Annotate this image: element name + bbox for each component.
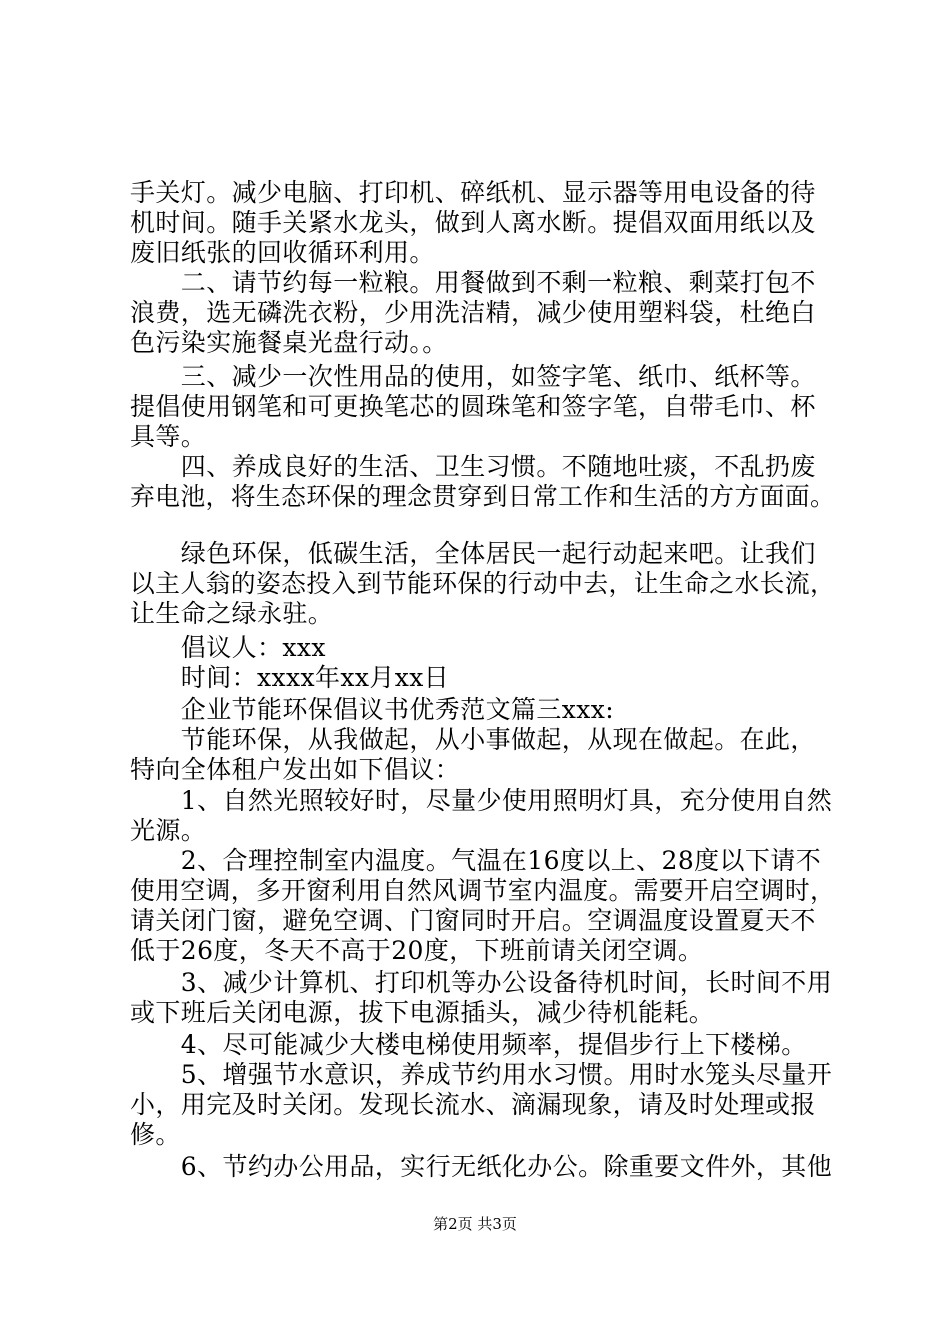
text-line: 手关灯。减少电脑、打印机、碎纸机、显示器等用电设备的待 — [130, 178, 816, 207]
text-line: 修。 — [130, 1120, 181, 1149]
text-line: 节能环保，从我做起，从小事做起，从现在做起。在此， — [130, 725, 816, 754]
text-line: 企业节能环保倡议书优秀范文篇三xxx: — [130, 695, 615, 724]
text-line: 光源。 — [130, 816, 207, 845]
text-line: 浪费，选无磷洗衣粉，少用洗洁精，减少使用塑料袋，杜绝白 — [130, 298, 816, 327]
text-line: 时间：xxxx年xx月xx日 — [130, 663, 450, 692]
text-line: 小，用完及时关闭。发现长流水、滴漏现象，请及时处理或报 — [130, 1090, 816, 1119]
text-line: 6、节约办公用品，实行无纸化办公。除重要文件外，其他 — [130, 1152, 833, 1181]
text-line: 5、增强节水意识，养成节约用水习惯。用时水笼头尽量开 — [130, 1060, 833, 1089]
text-line: 或下班后关闭电源，拔下电源插头，减少待机能耗。 — [130, 998, 715, 1027]
text-line: 弃电池，将生态环保的理念贯穿到日常工作和生活的方方面面。 — [130, 482, 836, 511]
text-line: 二、请节约每一粒粮。用餐做到不剩一粒粮、剩菜打包不 — [130, 268, 816, 297]
text-line: 2、合理控制室内温度。气温在16度以上、28度以下请不 — [130, 846, 822, 875]
text-line: 特向全体租户发出如下倡议： — [130, 755, 461, 784]
text-line: 使用空调，多开窗利用自然风调节室内温度。需要开启空调时， — [130, 876, 836, 905]
text-line: 让生命之绿永驻。 — [130, 599, 334, 628]
text-line: 以主人翁的姿态投入到节能环保的行动中去，让生命之水长流， — [130, 569, 836, 598]
text-line: 3、减少计算机、打印机等办公设备待机时间，长时间不用 — [130, 968, 833, 997]
text-line: 三、减少一次性用品的使用，如签字笔、纸巾、纸杯等。 — [130, 362, 816, 391]
text-line: 机时间。随手关紧水龙头，做到人离水断。提倡双面用纸以及 — [130, 208, 816, 237]
page-footer: 第2页 共3页 — [433, 1215, 517, 1233]
text-line: 1、自然光照较好时，尽量少使用照明灯具，充分使用自然 — [130, 786, 833, 815]
text-line: 倡议人：xxx — [130, 633, 326, 662]
text-line: 废旧纸张的回收循环利用。 — [130, 238, 435, 267]
text-line: 4、尽可能减少大楼电梯使用频率，提倡步行上下楼梯。 — [130, 1030, 807, 1059]
text-line: 提倡使用钢笔和可更换笔芯的圆珠笔和签字笔，自带毛巾、杯 — [130, 392, 816, 421]
text-line: 低于26度，冬天不高于20度，下班前请关闭空调。 — [130, 936, 704, 965]
text-line: 色污染实施餐桌光盘行动。。 — [130, 328, 448, 357]
text-line: 四、养成良好的生活、卫生习惯。不随地吐痰，不乱扔废 — [130, 452, 816, 481]
text-line: 具等。 — [130, 422, 207, 451]
text-line: 绿色环保，低碳生活，全体居民一起行动起来吧。让我们 — [130, 539, 816, 568]
text-line: 请关闭门窗，避免空调、门窗同时开启。空调温度设置夏天不 — [130, 906, 816, 935]
